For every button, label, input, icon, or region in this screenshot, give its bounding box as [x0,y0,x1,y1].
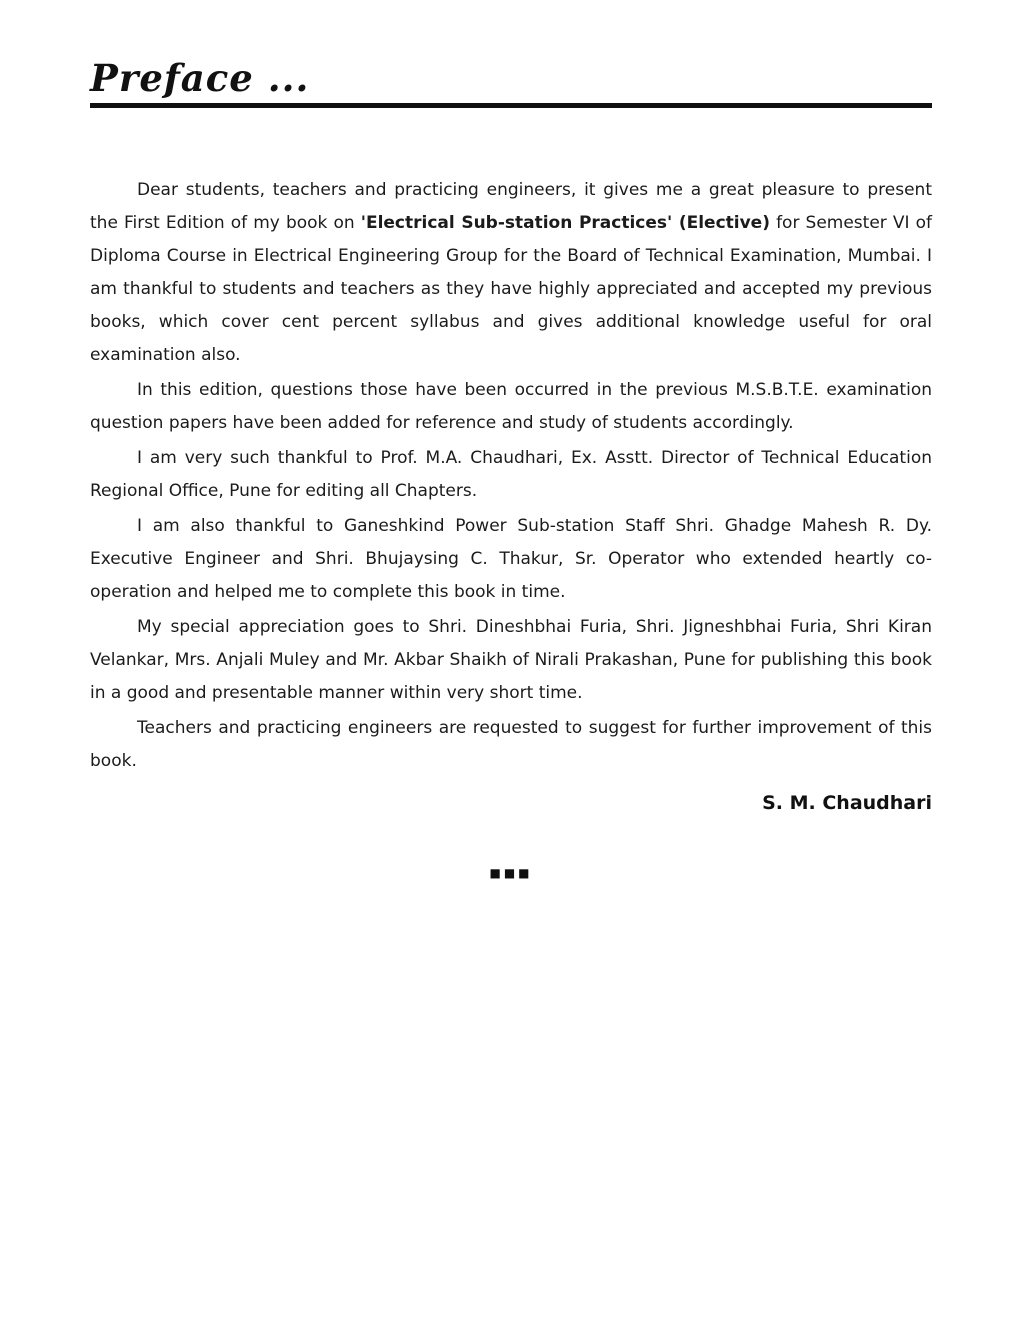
preface-paragraph: Teachers and practicing engineers are requested to suggest for further improvement of this book. [90,717,932,771]
preface-paragraph: Dear students, teachers and practicing engineers, it gives me a great pleasure to present the First Edition of my book on 'Electrical Sub-station Practices' (Elective) for Semester VI of Diploma Course in Electrical Engineering Group for the Board of Technical Examination, Mumbai. I am thankful to students and teachers as they have highly appreciated and accepted my previous books, which cover cent percent syllabus and gives additional knowledge useful for oral examination also. [90,179,932,365]
preface-paragraph: I am very such thankful to Prof. M.A. Chaudhari, Ex. Asstt. Director of Technical Education Regional Office, Pune for editing all Chapters. [90,447,932,501]
page-title: Preface ... [90,56,310,100]
preface-header [90,58,932,108]
preface-paragraph: In this edition, questions those have been occurred in the previous M.S.B.T.E. examination question papers have been added for reference and study of students accordingly. [90,379,932,433]
preface-paragraph: I am also thankful to Ganeshkind Power Sub-station Staff Shri. Ghadge Mahesh R. Dy. Executive Engineer and Shri. Bhujaysing C. Thakur, Sr. Operator who extended heartly co-operation and helped me to complete this book in time. [90,515,932,602]
preface-paragraph: My special appreciation goes to Shri. Dineshbhai Furia, Shri. Jigneshbhai Furia, Shri Kiran Velankar, Mrs. Anjali Muley and Mr. Akbar Shaikh of Nirali Prakashan, Pune for publishing this book in a good and presentable manner within very short time. [90,616,932,703]
preface-body [90,174,932,778]
author-signature: S. M. Chaudhari [762,791,932,814]
section-end-mark: ■■■ [489,865,533,880]
